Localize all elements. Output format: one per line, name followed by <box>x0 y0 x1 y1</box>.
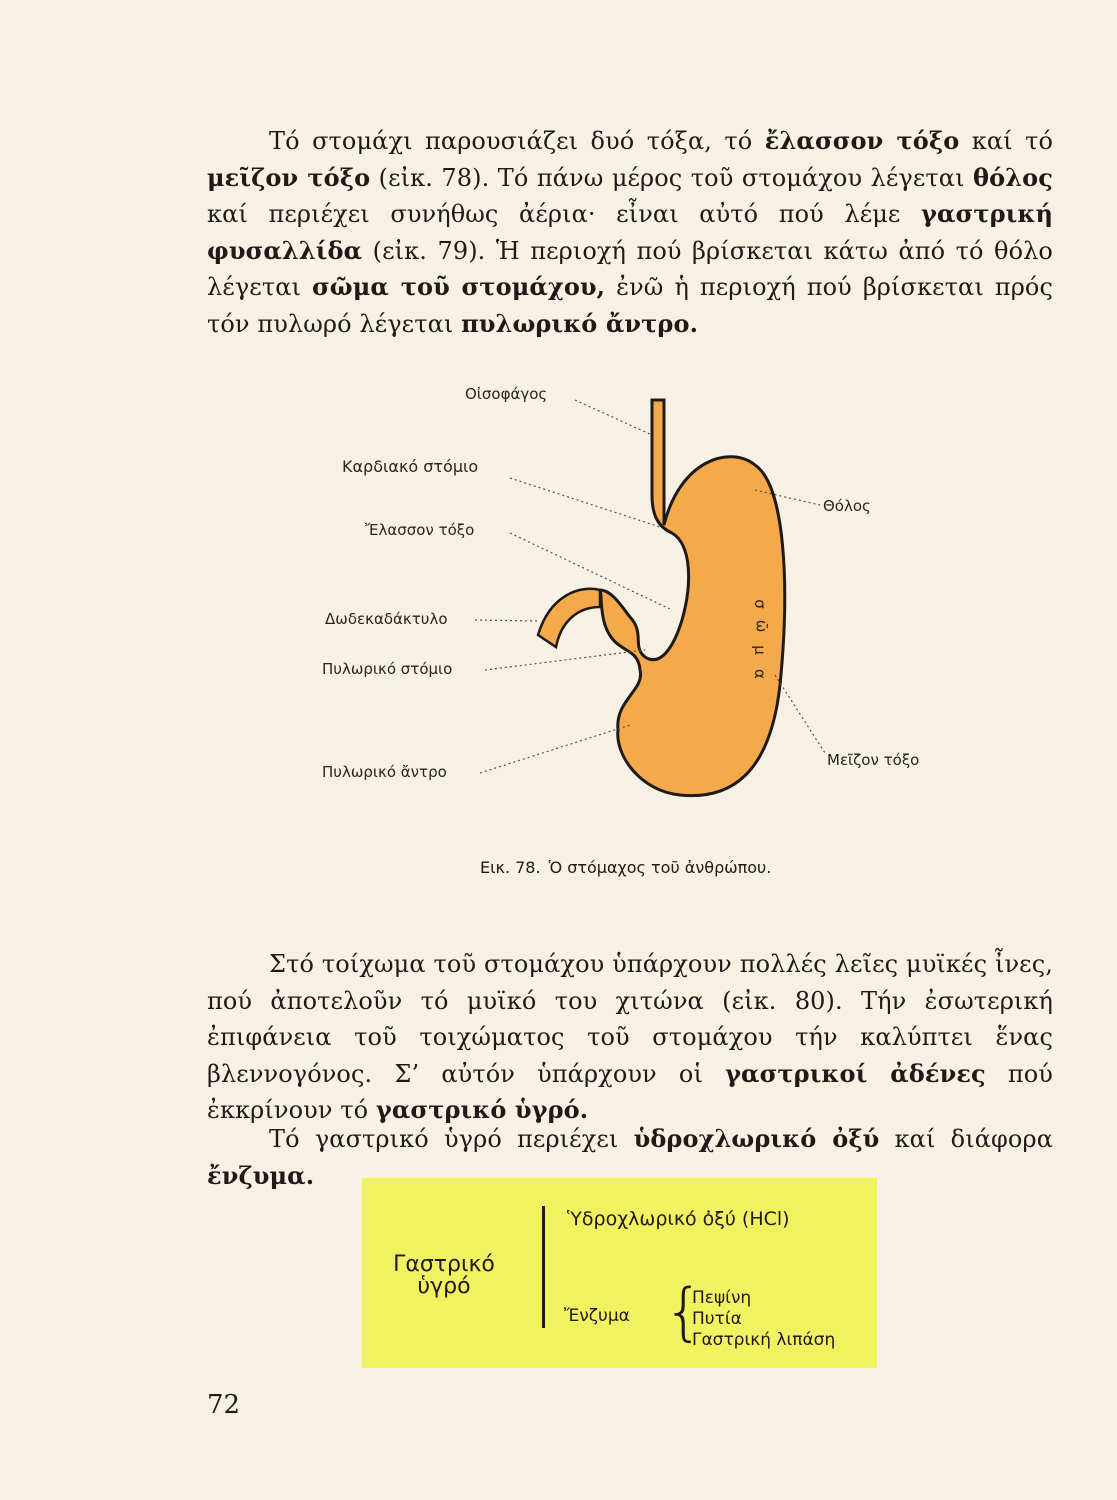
text-span: Στό τοίχωμα τοῦ στομάχου ὑπάρχουν πολλές λεῖες μυϊκές ἶνες, πού ἀποτελοῦν τό μυϊκό του χιτώνα (εἰκ. 80). Τήν ἐσωτερική ἐπιφάνεια τοῦ τοιχώματος τοῦ στομάχου τήν καλύπτει ἕνας βλεννογόνος. Σ’ αὐτόν ὑπάρχουν οἱ <box>207 950 1053 1088</box>
text-span: Τό στομάχι παρουσιάζει δυό τόξα, τό <box>269 127 765 155</box>
label-cardiac-orifice: Καρδιακό στόμιο <box>342 457 479 476</box>
label-lesser-curvature: Ἔλασσον τόξο <box>365 521 475 539</box>
enzyme-list <box>692 1288 835 1351</box>
term-pyloric-antrum: πυλωρικό ἄντρο. <box>461 308 699 338</box>
enzyme-rennin: Πυτία <box>692 1309 742 1329</box>
term-gastric-juice: γαστρικό ὑγρό. <box>375 1095 589 1124</box>
term-hcl: ὑδροχλωρικό ὀξύ <box>633 1124 880 1153</box>
caption-text: Ὁ στόμαχος τοῦ ἀνθρώπου. <box>548 858 772 877</box>
gastric-juice-summary-box <box>362 1178 877 1368</box>
stomach-shape <box>600 400 785 796</box>
label-body-3: μ <box>750 645 769 655</box>
text-span: καί διάφορα <box>879 1125 1053 1153</box>
label-pyloric-antrum: Πυλωρικό ἄντρο <box>322 763 447 781</box>
label-body-1: σ <box>750 599 769 609</box>
label-body-2: ῶ <box>752 619 771 633</box>
figure-caption <box>480 858 771 877</box>
term-lesser-curvature: ἔλασσον τόξο <box>764 126 960 155</box>
duodenum-shape <box>538 589 600 647</box>
enzyme-pepsin: Πεψίνη <box>692 1288 752 1308</box>
box-title-line-2: ὑγρό <box>417 1274 471 1299</box>
caption-number: Εικ. 78. <box>480 858 541 877</box>
label-fundus: Θόλος <box>823 497 871 515</box>
term-enzymes: ἔνζυμα. <box>207 1160 315 1190</box>
paragraph-stomach-wall <box>207 946 1053 1129</box>
enzyme-lipase: Γαστρική λιπάση <box>692 1330 836 1350</box>
brace-icon: { <box>664 1275 704 1348</box>
label-greater-curvature: Μεῖζον τόξο <box>827 751 920 769</box>
box-enzymes-label: Ἔνζυμα <box>564 1306 630 1326</box>
term-greater-curvature: μεῖζον τόξο <box>207 162 371 192</box>
label-duodenum: Δωδεκαδάκτυλο <box>325 610 448 628</box>
term-gastric-bubble: γαστρική φυσαλλίδα <box>207 199 1053 265</box>
box-divider <box>542 1206 545 1328</box>
text-span: ἐνῶ ἡ περιοχή πού βρίσκεται πρός τόν πυλωρό λέγεται <box>207 273 1054 338</box>
stomach-figure <box>300 385 960 885</box>
box-title-line-1: Γαστρικό <box>393 1252 495 1277</box>
text-span: (εἰκ. 79). Ἡ περιοχή πού βρίσκεται κάτω ἀπό τό θόλο λέγεται <box>207 236 1053 301</box>
label-body-4: α <box>750 669 769 679</box>
label-oesophagus: Οἰσοφάγος <box>465 385 548 403</box>
box-acid: Ὑδροχλωρικό ὀξύ (HCl) <box>567 1208 790 1230</box>
text-span: πού ἐκκρίνουν τό <box>207 1059 1053 1124</box>
term-fundus: θόλος <box>973 162 1053 192</box>
term-gastric-glands: γαστρικοί ἀδένες <box>725 1058 986 1088</box>
paragraph-stomach-parts <box>207 123 1053 342</box>
text-span: καί τό <box>959 127 1053 155</box>
term-body: σῶμα τοῦ στομάχου, <box>312 272 606 301</box>
label-pyloric-orifice: Πυλωρικό στόμιο <box>322 660 453 678</box>
box-title <box>384 1254 504 1298</box>
text-span: Τό γαστρικό ὑγρό περιέχει <box>269 1125 634 1153</box>
page-number: 72 <box>207 1390 241 1420</box>
text-span: καί περιέχει συνήθως ἀέρια· εἶναι αὐτό πού λέμε <box>207 200 922 228</box>
text-span: (εἰκ. 78). Τό πάνω μέρος τοῦ στομάχου λέγεται <box>370 163 974 192</box>
